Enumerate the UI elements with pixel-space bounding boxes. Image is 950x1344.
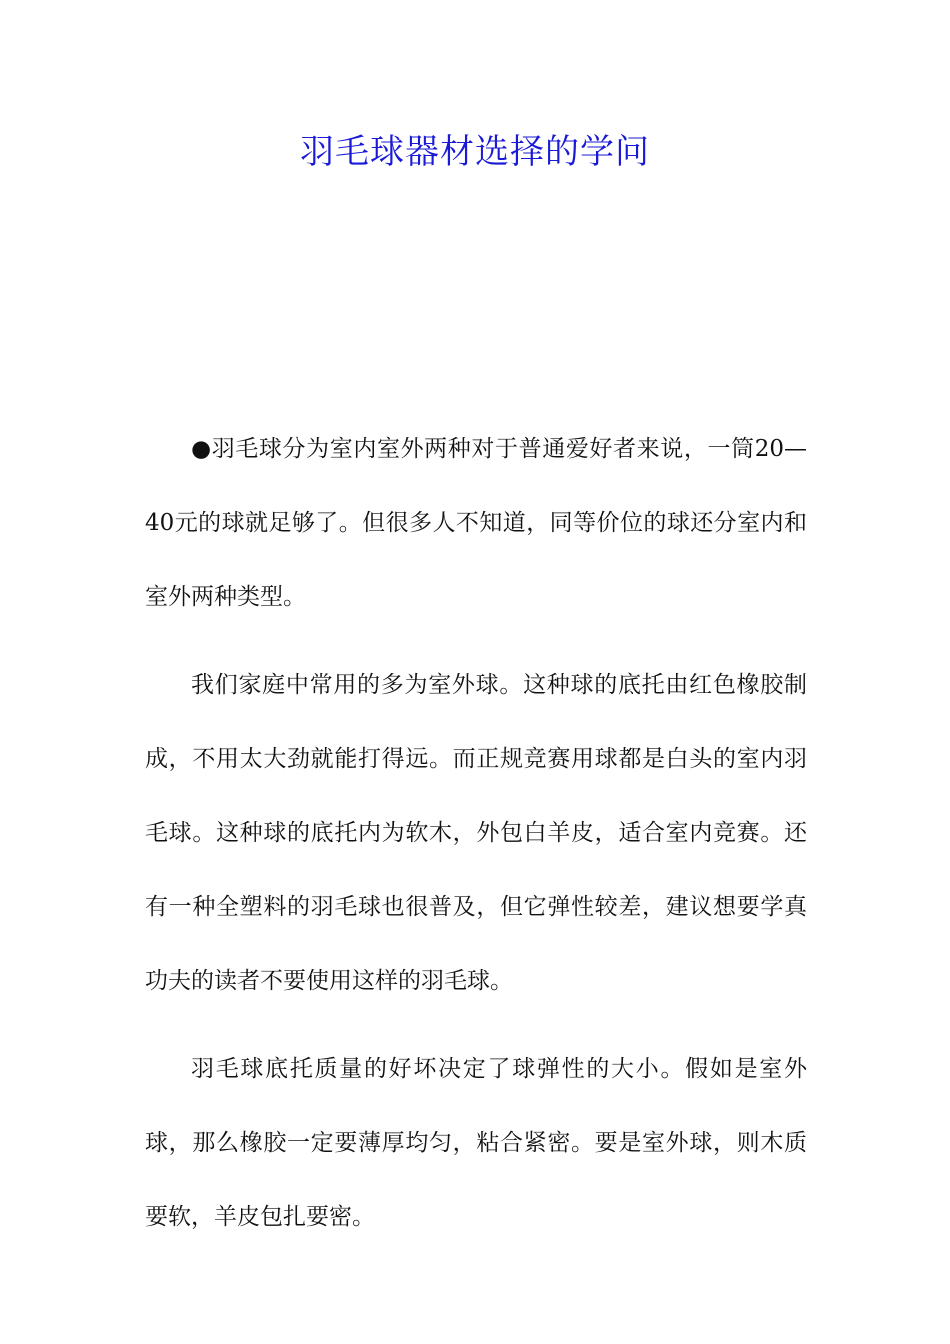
bullet-icon: ● — [191, 436, 212, 462]
paragraph-2 — [145, 648, 807, 1018]
document-title: 羽毛球器材选择的学问 — [300, 132, 650, 172]
paragraph-3 — [145, 1032, 807, 1254]
paragraph-1 — [145, 412, 807, 634]
paragraph-3-text: 羽毛球底托质量的好坏决定了球弹性的大小。假如是室外球，那么橡胶一定要薄厚均匀，粘合紧密。要是室外球，则木质要软，羊皮包扎要密。 — [145, 1056, 807, 1230]
paragraph-1-text: 羽毛球分为室内室外两种对于普通爱好者来说，一筒20—40元的球就足够了。但很多人不知道，同等价位的球还分室内和室外两种类型。 — [145, 436, 807, 610]
paragraph-2-text: 我们家庭中常用的多为室外球。这种球的底托由红色橡胶制成，不用太大劲就能打得远。而正规竞赛用球都是白头的室内羽毛球。这种球的底托内为软木，外包白羊皮，适合室内竞赛。还有一种全塑料的羽毛球也很普及，但它弹性较差，建议想要学真功夫的读者不要使用这样的羽毛球。 — [145, 672, 807, 994]
document-body — [145, 412, 807, 1282]
